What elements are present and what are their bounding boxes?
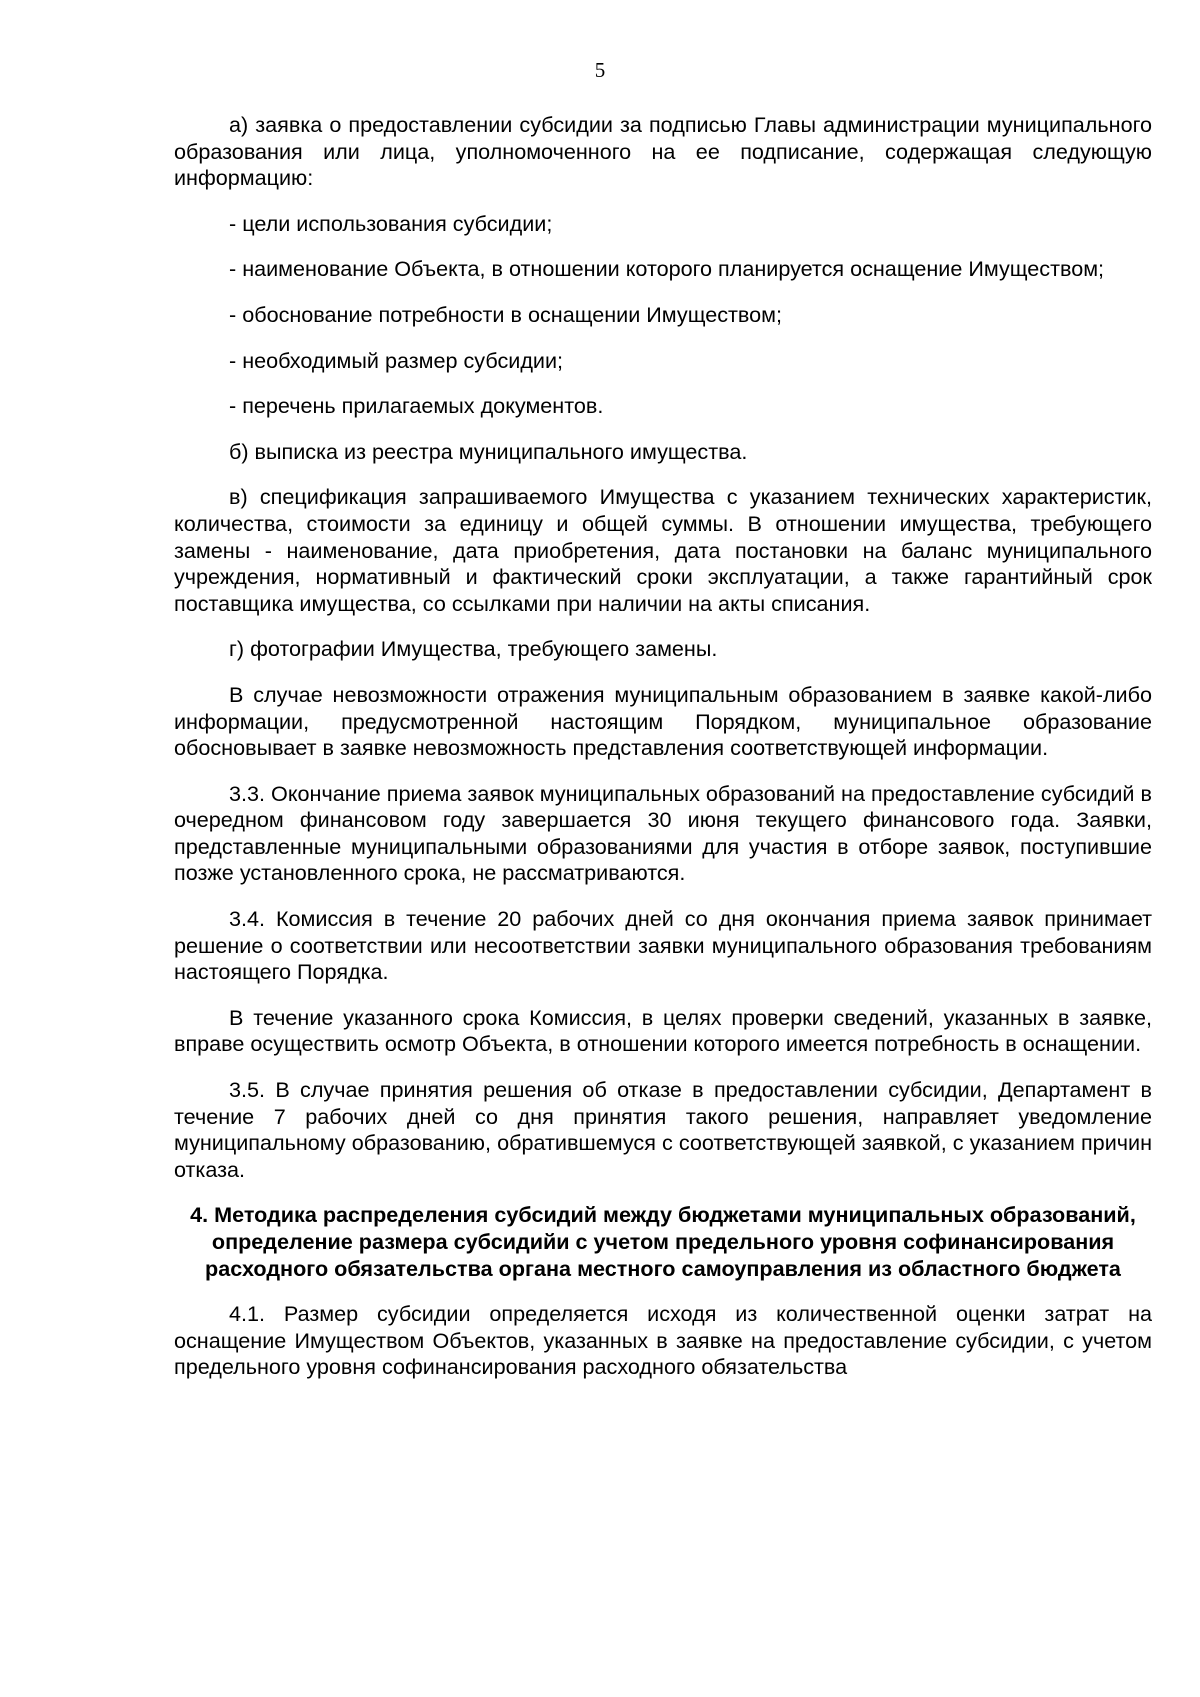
paragraph-specification: в) спецификация запрашиваемого Имущества с указанием технических характеристик, количества, стоимости за единицу и общей суммы. В отношении имущества, требующего замены - наименование, дата приобретения, дата постановки на баланс муниципального учреждения, нормативный и фактический сроки эксплуатации, а также гарантийный срок поставщика имущества, со ссылками при наличии на акты списания. — [174, 484, 1152, 616]
paragraph-application: а) заявка о предоставлении субсидии за подписью Главы администрации муниципального образования или лица, уполномоченного на ее подписание, содержащая следующую информацию: — [174, 112, 1152, 191]
paragraph-3-4: 3.4. Комиссия в течение 20 рабочих дней со дня окончания приема заявок принимает решение о соответствии или несоответствии заявки муниципального образования требованиям настоящего Порядка. — [174, 906, 1152, 985]
list-item-justification: - обоснование потребности в оснащении Имуществом; — [229, 301, 782, 327]
paragraph-registry-extract: б) выписка из реестра муниципального имущества. — [229, 438, 748, 464]
list-item-subsidy-size: - необходимый размер субсидии; — [229, 347, 564, 373]
paragraph-missing-info: В случае невозможности отражения муниципальным образованием в заявке какой-либо информации, предусмотренной настоящим Порядком, муниципальное образование обосновывает в заявке невозможность представления соответствующей информации. — [174, 681, 1152, 761]
list-item-documents: - перечень прилагаемых документов. — [229, 393, 604, 419]
list-item-object-name: - наименование Объекта, в отношении которого планируется оснащение Имуществом; — [229, 256, 1105, 282]
paragraph-inspection: В течение указанного срока Комиссия, в целях проверки сведений, указанных в заявке, вправе осуществить осмотр Объекта, в отношении которого имеется потребность в оснащении. — [174, 1004, 1152, 1057]
paragraph-4-1: 4.1. Размер субсидии определяется исходя из количественной оценки затрат на оснащение Имуществом Объектов, указанных в заявке на предоставление субсидии, с учетом предельного уровня софинансирования расходного обязательства — [174, 1301, 1152, 1380]
list-item-goals: - цели использования субсидии; — [229, 210, 553, 236]
paragraph-3-5: 3.5. В случае принятия решения об отказе в предоставлении субсидии, Департамент в течение 7 рабочих дней со дня принятия такого решения, направляет уведомление муниципальному образованию, обратившемуся с соответствующей заявкой, с указанием причин отказа. — [174, 1077, 1152, 1182]
page-number: 5 — [594, 58, 606, 82]
paragraph-photos: г) фотографии Имущества, требующего замены. — [229, 636, 718, 662]
paragraph-3-3: 3.3. Окончание приема заявок муниципальных образований на предоставление субсидий в очередном финансовом году завершается 30 июня текущего финансового года. Заявки, представленные муниципальными образованиями для участия в отборе заявок, поступившие позже установленного срока, не рассматриваются. — [174, 780, 1152, 886]
document-body — [174, 112, 1152, 1400]
section-heading: 4. Методика распределения субсидий между бюджетами муниципальных образований, определение размера субсидийи с учетом предельного уровня софинансирования расходного обязательства органа местного самоуправления из областного бюджета — [190, 1202, 1136, 1281]
